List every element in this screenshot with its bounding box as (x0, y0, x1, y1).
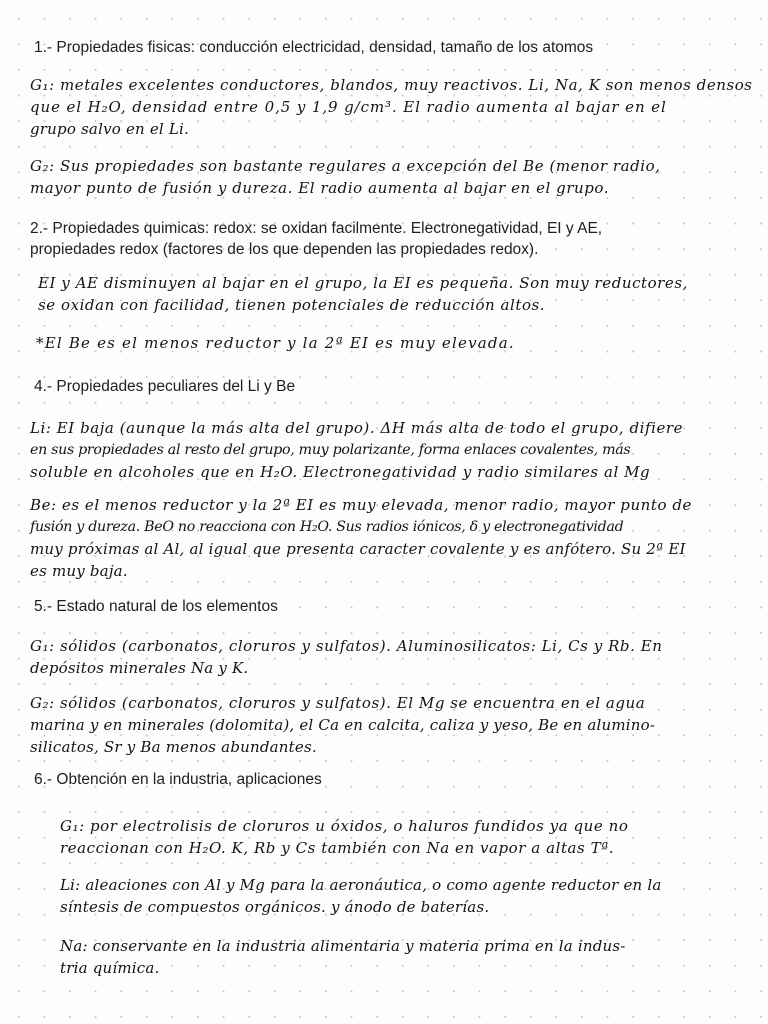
note-line: síntesis de compuestos orgánicos. y ánodo de baterías. (60, 898, 490, 916)
note-line: fusión y dureza. BeO no reacciona con H₂O. Sus radios iónicos, δ y electronegatividad (30, 519, 624, 535)
note-line: soluble en alcoholes que en H₂O. Electronegatividad y radio similares al Mg (30, 463, 651, 481)
section-6-heading: 6.- Obtención en la industria, aplicaciones (34, 771, 322, 788)
note-line: *El Be es el menos reductor y la 2ª EI es muy elevada. (36, 334, 515, 352)
note-line: grupo salvo en el Li. (30, 120, 190, 138)
section-1-note-g2 (30, 155, 661, 199)
note-line: que el H₂O, densidad entre 0,5 y 1,9 g/cm³. El radio aumenta al bajar en el (30, 98, 667, 116)
note-line: muy próximas al Al, al igual que presenta caracter covalente y es anfótero. Su 2ª EI (30, 540, 686, 558)
section-4-note-be (30, 494, 692, 582)
section-1-heading: 1.- Propiedades fisicas: conducción electricidad, densidad, tamaño de los atomos (34, 39, 594, 56)
section-6-note-na (60, 935, 626, 979)
section-2-heading (30, 218, 602, 260)
note-line: G₂: Sus propiedades son bastante regulares a excepción del Be (menor radio, (30, 157, 661, 175)
note-line: en sus propiedades al resto del grupo, muy polarizante, forma enlaces covalentes, más (30, 442, 631, 458)
note-line: G₁: por electrolisis de cloruros u óxidos, o haluros fundidos ya que no (60, 817, 629, 835)
section-2-note-ei-ae (38, 272, 688, 316)
section-1-note-g1 (30, 74, 753, 140)
note-line: se oxidan con facilidad, tienen potenciales de reducción altos. (38, 296, 546, 314)
section-4-heading: 4.- Propiedades peculiares del Li y Be (34, 378, 296, 395)
section-5-heading: 5.- Estado natural de los elementos (34, 598, 278, 615)
note-line: marina y en minerales (dolomita), el Ca en calcita, caliza y yeso, Be en alumino- (30, 716, 656, 734)
note-line: reaccionan con H₂O. K, Rb y Cs también con Na en vapor a altas Tª. (60, 839, 615, 857)
note-line: G₁: sólidos (carbonatos, cloruros y sulfatos). Aluminosilicatos: Li, Cs y Rb. En (30, 637, 663, 655)
section-5-note-g1 (30, 635, 662, 679)
note-line: G₂: sólidos (carbonatos, cloruros y sulfatos). El Mg se encuentra en el agua (30, 694, 646, 712)
heading-line: 2.- Propiedades quimicas: redox: se oxidan facilmente. Electronegatividad, EI y AE, (30, 220, 603, 237)
section-6-note-g1 (60, 815, 628, 859)
note-line: Li: EI baja (aunque la más alta del grupo). ΔH más alta de todo el grupo, difiere (30, 419, 684, 437)
note-line: Na: conservante en la industria alimentaria y materia prima en la indus- (60, 937, 626, 955)
note-line: es muy baja. (30, 562, 128, 580)
section-4-note-li (30, 417, 683, 483)
note-line: tria química. (60, 959, 160, 977)
note-line: depósitos minerales Na y K. (30, 659, 249, 677)
section-2-note-be (36, 332, 515, 354)
note-line: G₁: metales excelentes conductores, blandos, muy reactivos. Li, Na, K son menos densos (30, 76, 753, 94)
note-line: Be: es el menos reductor y la 2ª EI es muy elevada, menor radio, mayor punto de (30, 496, 692, 514)
section-6-note-li (60, 874, 662, 918)
heading-line: propiedades redox (factores de los que dependen las propiedades redox). (30, 241, 539, 258)
note-line: EI y AE disminuyen al bajar en el grupo, la EI es pequeña. Son muy reductores, (38, 274, 688, 292)
note-line: silicatos, Sr y Ba menos abundantes. (30, 738, 317, 756)
note-line: Li: aleaciones con Al y Mg para la aeronáutica, o como agente reductor en la (60, 876, 662, 894)
note-line: mayor punto de fusión y dureza. El radio aumenta al bajar en el grupo. (30, 179, 610, 197)
section-5-note-g2 (30, 692, 655, 758)
